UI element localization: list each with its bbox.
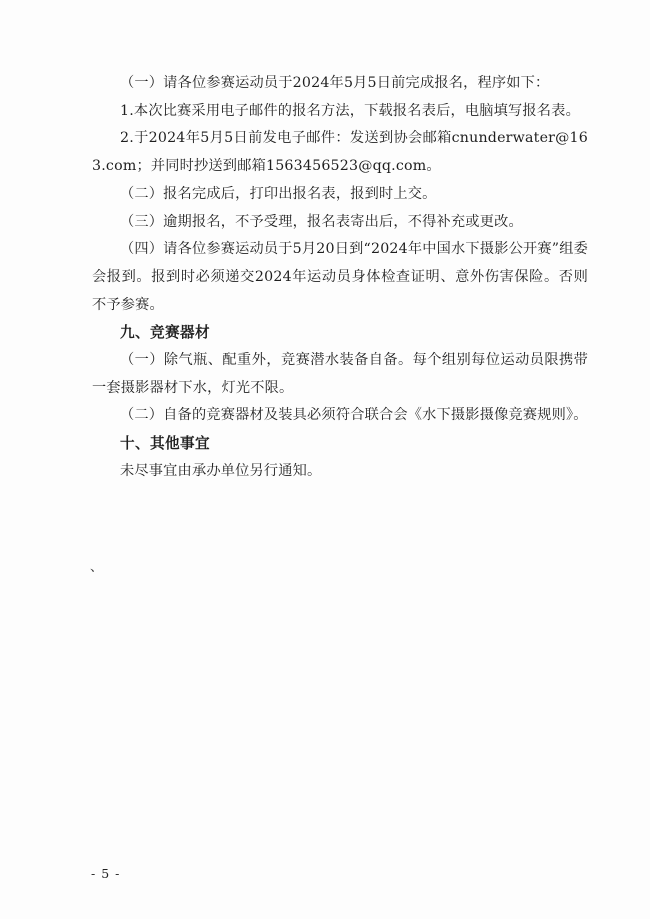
paragraph-check-in: （四）请各位参赛运动员于5月20日到“2024年中国水下摄影公开赛”组委会报到。报到时必须递交2024年运动员身体检查证明、意外伤害保险。否则不予参赛。 bbox=[92, 241, 588, 313]
page-number: - 5 - bbox=[91, 866, 121, 881]
paragraph-email-method: 1.本次比赛采用电子邮件的报名方法，下载报名表后，电脑填写报名表。 bbox=[120, 102, 580, 119]
section-heading-other-matters: 十、其他事宜 bbox=[120, 435, 210, 453]
paragraph-equipment-rules: （二）自备的竞赛器材及装具必须符合联合会《水下摄影摄像竞赛规则》。 bbox=[120, 407, 588, 424]
paragraph-equipment-self: （一）除气瓶、配重外，竞赛潜水装备自备。每个组别每位运动员限携带一套摄影器材下水，灯光不限。 bbox=[92, 352, 588, 396]
paragraph-print-form: （二）报名完成后，打印出报名表，报到时上交。 bbox=[120, 185, 437, 202]
paragraph-email-send: 2.于2024年5月5日前发电子邮件：发送到协会邮箱cnunderwater@163.com；并同时抄送到邮箱1563456523@qq.com。 bbox=[92, 130, 588, 175]
stray-punctuation-mark: 、 bbox=[90, 560, 104, 575]
document-body bbox=[92, 70, 588, 486]
section-heading-equipment: 九、竞赛器材 bbox=[120, 324, 210, 342]
paragraph-late-registration: （三）逾期报名，不予受理，报名表寄出后，不得补充或更改。 bbox=[120, 213, 523, 230]
paragraph-registration-deadline: （一）请各位参赛运动员于2024年5月5日前完成报名，程序如下： bbox=[120, 75, 550, 91]
paragraph-other-notice: 未尽事宜由承办单位另行通知。 bbox=[120, 462, 322, 479]
